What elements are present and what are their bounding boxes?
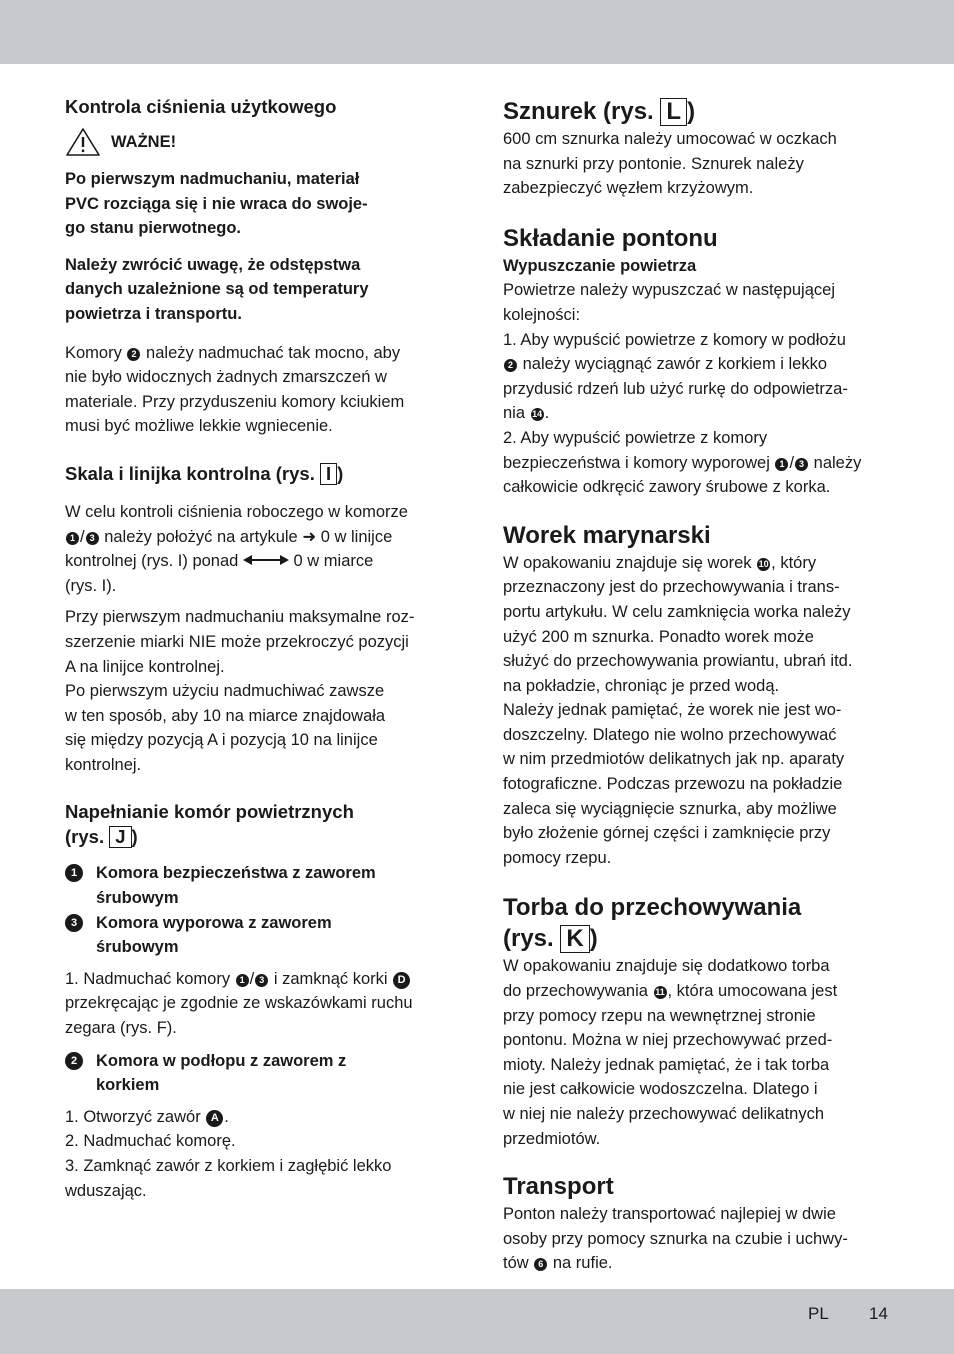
paragraph-line: przeznaczony jest do przechowywania i trans- bbox=[503, 578, 840, 597]
paragraph-line: pomocy rzepu. bbox=[503, 848, 612, 867]
paragraph-line: użyć 200 m sznurka. Ponadto worek może bbox=[503, 627, 814, 646]
figure-label: J bbox=[109, 826, 131, 848]
paragraph-line: kontrolnej (rys. I) ponad 0 w miarce bbox=[65, 552, 374, 571]
paragraph-line: Przy pierwszym nadmuchaniu maksymalne roz- bbox=[65, 608, 415, 627]
number-badge: 2 bbox=[504, 359, 517, 372]
paragraph-line: portu artykułu. W celu zamknięcia worka należy bbox=[503, 602, 851, 621]
step-line: 2. Nadmuchać komorę. bbox=[65, 1132, 236, 1151]
paragraph-line: (rys. I). bbox=[65, 576, 117, 595]
paragraph-line: tów 6 na rufie. bbox=[503, 1254, 613, 1273]
section-title-line: (rys. K ) bbox=[503, 925, 598, 953]
pvc-note-line: Po pierwszym nadmuchaniu, materiał bbox=[65, 170, 360, 188]
paragraph-line: fotograficzne. Podczas przewozu na pokładzie bbox=[503, 775, 843, 794]
paragraph-line: Należy jednak pamiętać, że worek nie jest wo- bbox=[503, 701, 842, 720]
number-badge: 6 bbox=[534, 1258, 547, 1271]
paragraph-line: 1 / 3 należy położyć na artykule ➜ 0 w linijce bbox=[65, 525, 455, 550]
section-title-scale: Skala i linijka kontrolna (rys. I ) bbox=[65, 462, 344, 484]
paragraph-line: zaleca się wyciągnięcie sznurka, aby możliwe bbox=[503, 799, 837, 818]
section-title-pressure: Kontrola ciśnienia użytkowego bbox=[65, 96, 337, 117]
paragraph-line: nie było widocznych żadnych zmarszczeń w bbox=[65, 368, 387, 387]
letter-badge: A bbox=[206, 1110, 223, 1127]
section-title-line: (rys. J ) bbox=[65, 826, 138, 848]
number-badge: 11 bbox=[655, 987, 665, 998]
warning-note bbox=[65, 127, 455, 157]
number-badge: 3 bbox=[795, 458, 808, 471]
paragraph-line: osoby przy pomocy sznurka na czubie i uchwy- bbox=[503, 1229, 848, 1248]
section-title-line: Napełnianie komór powietrznych bbox=[65, 801, 354, 823]
floor-steps bbox=[65, 1105, 455, 1203]
legend-item-buoyancy: 3 Komora wyporowa z zaworem śrubowym bbox=[65, 911, 455, 960]
paragraph-line: było złożenie górnej części i zamknięcie przy bbox=[503, 824, 831, 843]
paragraph-line: A na linijce kontrolnej. bbox=[65, 657, 225, 676]
fill-step-1 bbox=[65, 967, 455, 1041]
number-badge: 3 bbox=[86, 532, 99, 545]
paragraph-line: musi być możliwe lekkie wgniecenie. bbox=[65, 417, 333, 436]
step-line: 3. Zamknąć zawór z korkiem i zagłębić lekko bbox=[65, 1157, 392, 1175]
section-title-storage bbox=[503, 892, 895, 954]
number-badge: 14 bbox=[532, 409, 543, 420]
number-badge: 10 bbox=[758, 558, 769, 569]
paragraph-line: służyć do przechowywania prowiantu, ubrań itd. bbox=[503, 652, 853, 671]
footer-language: PL bbox=[808, 1304, 829, 1323]
paragraph-line: bezpieczeństwa i komory wyporowej 1 / 3 należy bbox=[503, 453, 862, 472]
paragraph-line: szerzenie miarki NIE może przekroczyć pozycji bbox=[65, 632, 409, 651]
paragraph-line: Komory 2 należy nadmuchać tak mocno, aby bbox=[65, 343, 401, 362]
paragraph-line: W celu kontroli ciśnienia roboczego w komorze bbox=[65, 502, 408, 521]
chambers-paragraph bbox=[65, 341, 455, 439]
paragraph-line: w niej nie należy przechowywać delikatnych bbox=[503, 1105, 824, 1123]
scale-paragraph-1 bbox=[65, 500, 455, 598]
number-badge: 1 bbox=[65, 864, 83, 882]
paragraph-line: Powietrze należy wypuszczać w następującej bbox=[503, 281, 835, 300]
section-title-bag: Worek marynarski bbox=[503, 521, 711, 549]
warning-label: WAŻNE! bbox=[111, 132, 177, 151]
legend-item-safety: 1 Komora bezpieczeństwa z zaworem śrubowym bbox=[65, 861, 455, 910]
paragraph-line: doszczelny. Dlatego nie wolno przechowywać bbox=[503, 725, 837, 744]
figure-label: L bbox=[660, 98, 687, 126]
number-badge: 3 bbox=[65, 914, 83, 932]
paragraph-line: w nim przedmiotów delikatnych jak np. aparaty bbox=[503, 750, 845, 769]
subsection-title: Wypuszczanie powietrza bbox=[503, 256, 697, 275]
paragraph-line: w ten sposób, aby 10 na miarce znajdowała bbox=[65, 706, 386, 725]
temperature-note-line: powietrza i transportu. bbox=[65, 304, 242, 323]
temperature-note-line: danych uzależnione są od temperatury bbox=[65, 280, 369, 299]
section-title-line: Torba do przechowywania bbox=[503, 894, 802, 922]
paragraph-line: na sznurki przy pontonie. Sznurek należy bbox=[503, 154, 804, 173]
number-badge: 1 bbox=[66, 532, 79, 545]
temperature-note-line: Należy zwrócić uwagę, że odstępstwa bbox=[65, 255, 361, 274]
paragraph-line: materiale. Przy przyduszeniu komory kciukiem bbox=[65, 392, 405, 411]
right-column bbox=[503, 96, 895, 1276]
paragraph-line: przedmiotów. bbox=[503, 1129, 601, 1148]
paragraph-line: nie jest całkowicie wodoszczelna. Dlatego i bbox=[503, 1080, 818, 1099]
letter-badge: D bbox=[393, 972, 410, 989]
paragraph-line: zegara (rys. F). bbox=[65, 1019, 177, 1038]
temperature-note bbox=[65, 253, 455, 327]
number-badge: 2 bbox=[65, 1052, 83, 1070]
step-line: 1. Otworzyć zawór A . bbox=[65, 1107, 229, 1126]
paragraph-line: do przechowywania 11 , która umocowana jest bbox=[503, 982, 838, 1001]
paragraph-line: 2. Aby wypuścić powietrze z komory bbox=[503, 428, 768, 447]
number-badge: 3 bbox=[255, 974, 268, 987]
paragraph-line: przy pomocy rzepu na wewnętrznej stronie bbox=[503, 1006, 816, 1025]
paragraph-line: kolejności: bbox=[503, 305, 581, 324]
warning-icon bbox=[65, 127, 101, 157]
figure-label: K bbox=[560, 925, 589, 953]
arrow-right-icon: ➜ bbox=[302, 527, 317, 546]
paragraph-line: W opakowaniu znajduje się dodatkowo torba bbox=[503, 957, 830, 976]
paragraph-line: przekręcając je zgodnie ze wskazówkami ruchu bbox=[65, 994, 413, 1013]
paragraph-line: Po pierwszym użyciu nadmuchiwać zawsze bbox=[65, 682, 385, 701]
paragraph-line: W opakowaniu znajduje się worek 10 , który bbox=[503, 553, 817, 572]
pvc-note-line: PVC rozciąga się i nie wraca do swoje- bbox=[65, 194, 368, 213]
pvc-note-line: go stanu pierwotnego. bbox=[65, 219, 241, 238]
paragraph-line: 2 należy wyciągnąć zawór z korkiem i lekko bbox=[503, 352, 895, 377]
number-badge: 2 bbox=[127, 348, 140, 361]
double-arrow-icon bbox=[243, 554, 289, 566]
paragraph-line: pontonu. Można w niej przechowywać przed- bbox=[503, 1031, 833, 1050]
paragraph-line: zabezpieczyć węzłem krzyżowym. bbox=[503, 179, 754, 198]
section-title-cord: Sznurek (rys. L ) bbox=[503, 98, 696, 125]
section-title-fold: Składanie pontonu bbox=[503, 224, 718, 252]
paragraph-line: 600 cm sznurka należy umocować w oczkach bbox=[503, 130, 837, 148]
paragraph-line: się między pozycją A i pozycją 10 na linijce bbox=[65, 731, 378, 750]
paragraph-line: na pokładzie, chroniąc je przed wodą. bbox=[503, 676, 780, 695]
paragraph-line: Ponton należy transportować najlepiej w dwie bbox=[503, 1205, 836, 1224]
legend-item-floor: 2 Komora w podłopu z zaworem z korkiem bbox=[65, 1049, 455, 1098]
number-badge: 1 bbox=[236, 974, 249, 987]
paragraph-line: całkowicie odkręcić zawory śrubowe z korka. bbox=[503, 478, 831, 497]
page-number: 14 bbox=[869, 1304, 888, 1323]
paragraph-line: 1. Nadmuchać komory 1 / 3 i zamknąć korki D bbox=[65, 967, 455, 992]
header-bar bbox=[0, 0, 954, 64]
paragraph-line: 1. Aby wypuścić powietrze z komory w podłożu bbox=[503, 330, 846, 349]
number-badge: 1 bbox=[775, 458, 788, 471]
paragraph-line: mioty. Należy jednak pamiętać, że i tak torba bbox=[503, 1055, 830, 1074]
pvc-note bbox=[65, 167, 455, 241]
left-column bbox=[65, 94, 455, 1203]
figure-label: I bbox=[320, 463, 337, 485]
section-title-transport: Transport bbox=[503, 1173, 614, 1201]
scale-paragraph-2 bbox=[65, 605, 455, 777]
paragraph-line: przydusić rdzeń lub użyć rurkę do odpowietrza- bbox=[503, 379, 848, 398]
paragraph-line: nia 14 . bbox=[503, 404, 550, 423]
paragraph-line: kontrolnej. bbox=[65, 755, 142, 774]
step-line: wduszając. bbox=[65, 1181, 147, 1200]
section-title-fill bbox=[65, 799, 455, 849]
